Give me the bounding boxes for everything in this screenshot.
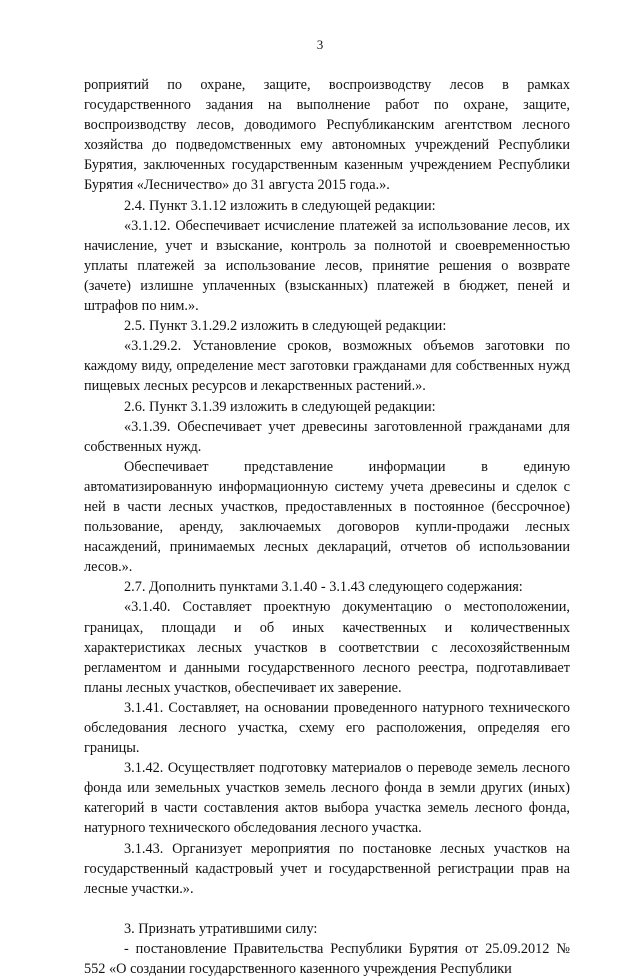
paragraph-item-3-1-41: 3.1.41. Составляет, на основании проведенного натурного технического обследования лесного участка, схему его расположения, определяя его границы. xyxy=(84,699,570,757)
paragraph-item-3-1-40: «3.1.40. Составляет проектную документацию о местоположении, границах, площади и об иных качественных и количественных характеристиках лесных участков в соответствии с лесохозяйственным регламентом и данными государственного лесного реестра, подготавливает планы лесных участков, обеспечивает их заверение. xyxy=(84,599,570,696)
page-number: 3 xyxy=(316,37,324,52)
paragraph-item-2-4: 2.4. Пункт 3.1.12 изложить в следующей редакции: xyxy=(124,197,436,214)
paragraph-item-2-5: 2.5. Пункт 3.1.29.2 изложить в следующей редакции: xyxy=(124,318,447,335)
paragraph-item-2-6: 2.6. Пункт 3.1.39 изложить в следующей редакции: xyxy=(124,398,436,415)
paragraph-item-3: 3. Признать утратившими силу: xyxy=(124,920,318,937)
paragraph-item-3-1-39-cont: Обеспечивает представление информации в единую автоматизированную информационную систему учета древесины и сделок с ней в части лесных участков, предоставленных в постоянное (бессрочное) пользование, аренду, заключаемых договоров купли-продажи лесных насаждений, принимаемых лесных деклараций, отчетов об использовании лесов.». xyxy=(84,458,570,576)
paragraph-item-3-1-39: «3.1.39. Обеспечивает учет древесины заготовленной гражданами для собственных нужд. xyxy=(84,418,570,455)
paragraph-item-2-7: 2.7. Дополнить пунктами 3.1.40 - 3.1.43 следующего содержания: xyxy=(124,579,523,596)
paragraph-item-3-1-43: 3.1.43. Организует мероприятия по постановке лесных участков на государственный кадастровый учет и государственной регистрации прав на лесные участки.». xyxy=(84,840,570,897)
document-body xyxy=(84,75,570,979)
paragraph-item-3-1-12: «3.1.12. Обеспечивает исчисление платежей за использование лесов, их начисление, учет и взыскание, контроль за полнотой и своевременностью уплаты платежей за использование лесов, принятие решения о возврате (зачете) излишне уплаченных (взысканных) платежей в бюджет, пеней и штрафов по ним.». xyxy=(84,217,570,315)
paragraph-item-3-1-42: 3.1.42. Осуществляет подготовку материалов о переводе земель лесного фонда или земельных участков земель лесного фонда в земли других (иных) категорий в части составления актов выбора участка земель лесного фонда, натурного технического обследования лесного участка. xyxy=(84,760,570,837)
paragraph-item-3-1-29-2: «3.1.29.2. Установление сроков, возможных объемов заготовки по каждому виду, определение мест заготовки гражданами для собственных нужд пищевых лесных ресурсов и лекарственных растений.». xyxy=(84,338,570,395)
paragraph-repealed-decree: - постановление Правительства Республики Бурятия от 25.09.2012 № 552 «О создании государственного казенного учреждения Республики xyxy=(84,940,570,978)
paragraph-gap xyxy=(84,899,570,919)
paragraph-continuation: роприятий по охране, защите, воспроизводству лесов в рамках государственного задания на выполнение работ по охране, защите, воспроизводству лесов, доводимого Республиканским агентством лесного хозяйства до подведомственных ему автономных учреждений Республики Бурятия, заключенных государственным казенным учреждением Республики Бурятия «Лесничество» до 31 августа 2015 года.». xyxy=(84,77,570,194)
